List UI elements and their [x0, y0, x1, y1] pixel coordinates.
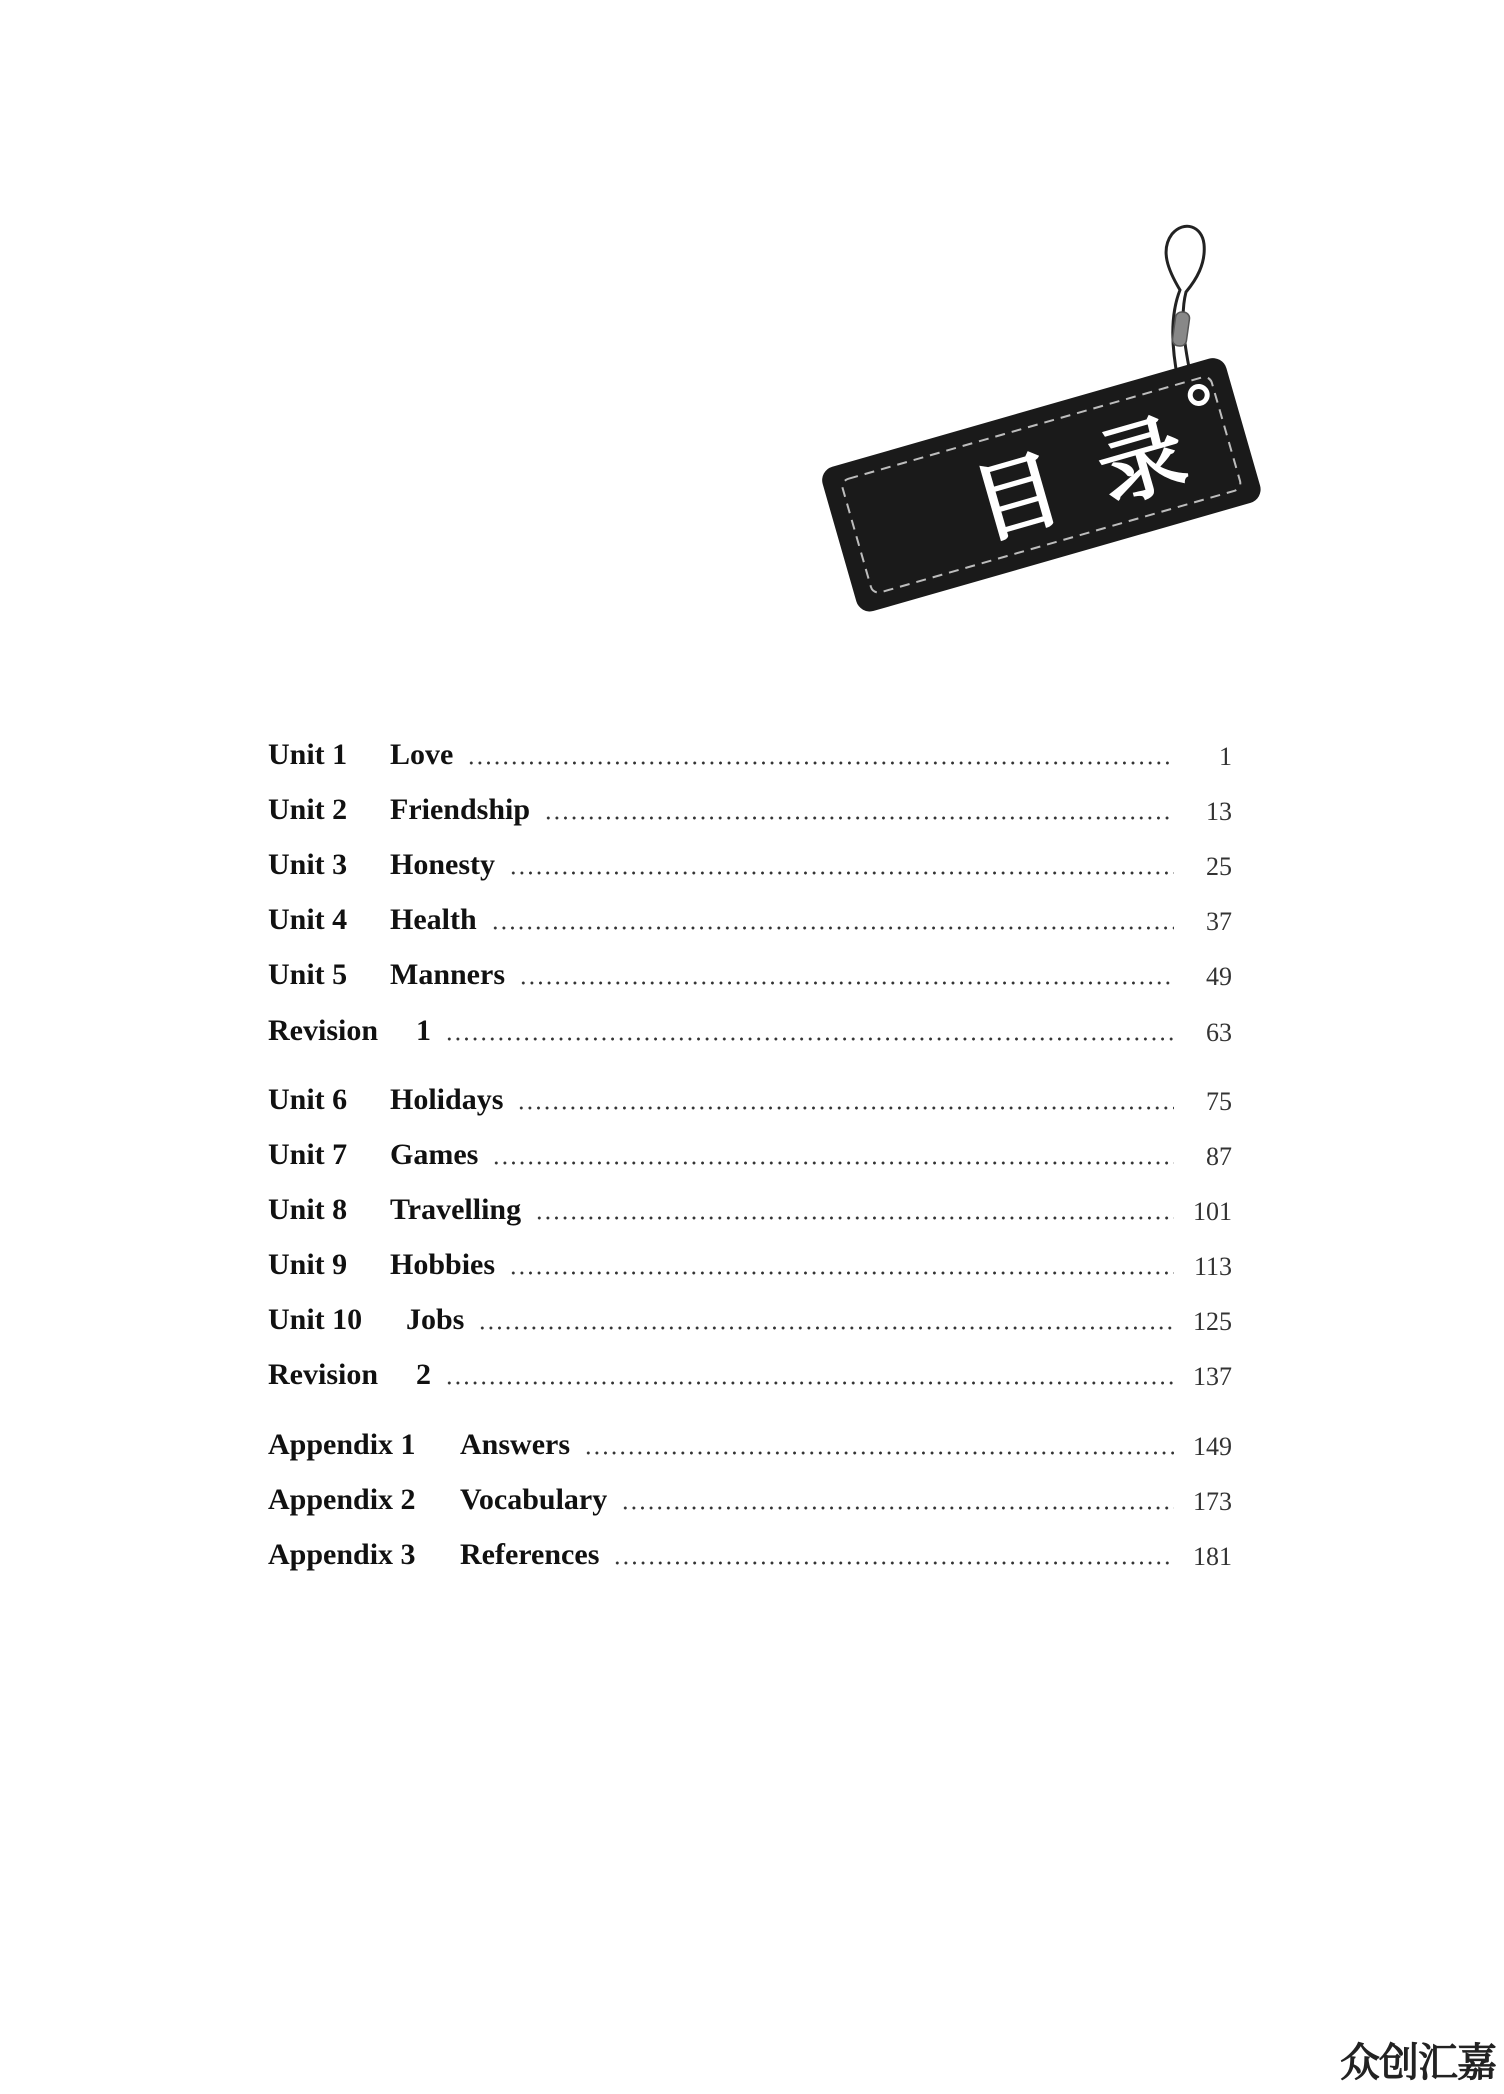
toc-row[interactable] — [268, 885, 1232, 935]
toc-title: Holidays — [390, 1083, 504, 1116]
toc-page: 1 — [1219, 742, 1232, 771]
toc-leader — [621, 1506, 1174, 1510]
toc-row[interactable] — [268, 720, 1232, 770]
toc-leader — [478, 1326, 1174, 1330]
toc-leader — [535, 1216, 1174, 1220]
toc-number: Unit 6 — [268, 1083, 348, 1116]
toc-row[interactable] — [268, 940, 1232, 990]
toc-title: Travelling — [390, 1193, 522, 1226]
watermark: 众创汇嘉 — [1340, 2040, 1496, 2086]
toc-page: 63 — [1206, 1018, 1232, 1047]
toc-row[interactable] — [268, 1175, 1232, 1225]
toc-title: Love — [390, 738, 454, 771]
toc-page: 137 — [1193, 1362, 1232, 1391]
toc-row[interactable] — [268, 1410, 1232, 1460]
toc-page: 125 — [1193, 1307, 1232, 1336]
toc-number: Revision — [268, 1014, 379, 1047]
toc-leader — [584, 1451, 1174, 1455]
toc-row[interactable] — [268, 775, 1232, 825]
toc-page: 181 — [1193, 1542, 1232, 1571]
toc-title: Hobbies — [390, 1248, 496, 1281]
toc-title: Health — [390, 903, 477, 936]
toc-page: 13 — [1206, 797, 1232, 826]
toc-title: Vocabulary — [460, 1483, 608, 1516]
toc-title: Honesty — [390, 848, 495, 881]
toc-number: Unit 10 — [268, 1303, 363, 1336]
toc-number: Unit 2 — [268, 793, 348, 826]
toc-row[interactable] — [268, 1285, 1232, 1335]
toc-leader — [492, 1161, 1174, 1165]
toc-row[interactable] — [268, 996, 1232, 1046]
toc-page: 49 — [1206, 962, 1232, 991]
toc-number: Unit 7 — [268, 1138, 348, 1171]
toc-title: Answers — [460, 1428, 570, 1461]
toc-title: References — [460, 1538, 600, 1571]
toc-title: Games — [390, 1138, 479, 1171]
toc-number: Revision — [268, 1358, 379, 1391]
toc-title: Jobs — [406, 1303, 465, 1336]
toc-leader — [467, 761, 1174, 765]
tag-string — [1166, 226, 1204, 382]
toc-page: 149 — [1193, 1432, 1232, 1461]
toc-leader — [509, 1271, 1174, 1275]
toc-number: Appendix 2 — [268, 1483, 416, 1516]
toc-page: 101 — [1193, 1197, 1232, 1226]
toc-number: Appendix 3 — [268, 1538, 416, 1571]
toc-leader — [613, 1561, 1174, 1565]
toc-number: Appendix 1 — [268, 1428, 416, 1461]
toc-row[interactable] — [268, 1230, 1232, 1280]
tag-body — [819, 355, 1264, 615]
toc-row[interactable] — [268, 1520, 1232, 1570]
toc-title: Manners — [390, 958, 505, 991]
toc-row[interactable] — [268, 1120, 1232, 1170]
toc-page: 75 — [1206, 1087, 1232, 1116]
toc-leader — [445, 1381, 1174, 1385]
toc-leader — [445, 1037, 1174, 1041]
toc-leader — [544, 816, 1174, 820]
toc-leader — [491, 926, 1174, 930]
toc-page: 87 — [1206, 1142, 1232, 1171]
toc-page: 25 — [1206, 852, 1232, 881]
toc-leader — [517, 1106, 1174, 1110]
toc-title: 1 — [416, 1014, 431, 1047]
contents-tag — [800, 220, 1280, 620]
toc-number: Unit 3 — [268, 848, 348, 881]
toc-number: Unit 5 — [268, 958, 348, 991]
toc-page: 37 — [1206, 907, 1232, 936]
toc-number: Unit 8 — [268, 1193, 348, 1226]
toc-title: 2 — [416, 1358, 431, 1391]
toc-number: Unit 1 — [268, 738, 348, 771]
toc-number: Unit 4 — [268, 903, 348, 936]
toc-row[interactable] — [268, 1065, 1232, 1115]
toc-row[interactable] — [268, 1340, 1232, 1390]
toc-page: 113 — [1193, 1252, 1232, 1281]
toc-leader — [519, 981, 1174, 985]
toc-row[interactable] — [268, 830, 1232, 880]
toc-row[interactable] — [268, 1465, 1232, 1515]
tag-title: 目录 — [961, 390, 1240, 558]
toc-title: Friendship — [390, 793, 531, 826]
toc-page: 173 — [1193, 1487, 1232, 1516]
toc-leader — [509, 871, 1174, 875]
toc-number: Unit 9 — [268, 1248, 348, 1281]
